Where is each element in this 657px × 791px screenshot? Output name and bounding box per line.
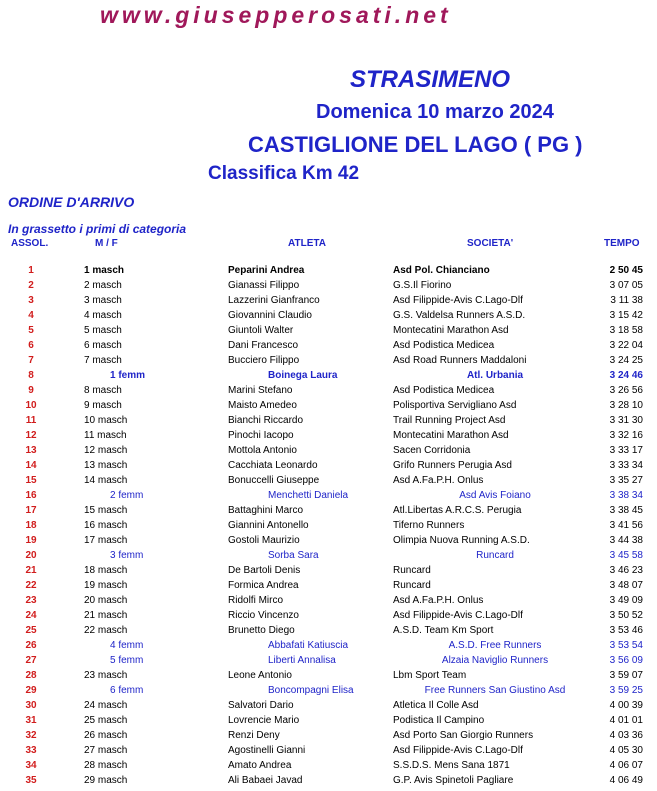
table-row bbox=[0, 683, 657, 698]
time-cell: 3 38 45 bbox=[609, 505, 643, 516]
position-cell: 29 bbox=[25, 685, 37, 696]
table-row bbox=[0, 368, 657, 383]
athlete-cell: Amato Andrea bbox=[228, 760, 292, 771]
position-cell: 28 bbox=[25, 670, 37, 681]
society-cell: Montecatini Marathon Asd bbox=[393, 325, 509, 336]
society-cell: Atl.Libertas A.R.C.S. Perugia bbox=[393, 505, 522, 516]
results-table bbox=[0, 263, 657, 788]
time-cell: 3 33 34 bbox=[609, 460, 643, 471]
society-cell: G.P. Avis Spinetoli Pagliare bbox=[393, 775, 514, 786]
athlete-cell: Giovannini Claudio bbox=[228, 310, 312, 321]
category-cell: 25 masch bbox=[84, 715, 128, 726]
athlete-cell: Ridolfi Mirco bbox=[228, 595, 284, 606]
category-cell: 20 masch bbox=[84, 595, 128, 606]
time-cell: 3 49 09 bbox=[609, 595, 643, 606]
category-cell: 12 masch bbox=[84, 445, 128, 456]
athlete-cell: Peparini Andrea bbox=[228, 265, 305, 276]
category-cell: 8 masch bbox=[84, 385, 122, 396]
athlete-cell: Cacchiata Leonardo bbox=[228, 460, 318, 471]
society-cell: Lbm Sport Team bbox=[393, 670, 467, 681]
category-cell: 16 masch bbox=[84, 520, 128, 531]
society-cell: G.S. Valdelsa Runners A.S.D. bbox=[393, 310, 526, 321]
category-cell: 26 masch bbox=[84, 730, 128, 741]
bold-note: In grassetto i primi di categoria bbox=[8, 222, 187, 236]
table-row bbox=[0, 308, 657, 323]
time-cell: 3 44 38 bbox=[609, 535, 643, 546]
category-cell: 6 femm bbox=[110, 685, 144, 696]
athlete-cell: Lovrencie Mario bbox=[228, 715, 300, 726]
position-cell: 6 bbox=[28, 340, 34, 351]
time-cell: 3 32 16 bbox=[609, 430, 643, 441]
table-row bbox=[0, 533, 657, 548]
athlete-cell: Bianchi Riccardo bbox=[228, 415, 304, 426]
athlete-cell: Ali Babaei Javad bbox=[228, 775, 303, 786]
table-row bbox=[0, 383, 657, 398]
position-cell: 35 bbox=[25, 775, 37, 786]
table-row bbox=[0, 323, 657, 338]
time-cell: 3 53 46 bbox=[609, 625, 643, 636]
time-cell: 4 05 30 bbox=[609, 745, 643, 756]
time-cell: 3 31 30 bbox=[609, 415, 643, 426]
athlete-cell: Agostinelli Gianni bbox=[228, 745, 306, 756]
table-row bbox=[0, 713, 657, 728]
category-cell: 29 masch bbox=[84, 775, 128, 786]
time-cell: 4 06 07 bbox=[609, 760, 643, 771]
category-cell: 14 masch bbox=[84, 475, 128, 486]
time-cell: 4 00 39 bbox=[609, 700, 643, 711]
position-cell: 4 bbox=[28, 310, 34, 321]
table-row bbox=[0, 488, 657, 503]
table-row bbox=[0, 293, 657, 308]
position-cell: 13 bbox=[25, 445, 37, 456]
column-header-mf: M / F bbox=[95, 238, 118, 249]
table-row bbox=[0, 278, 657, 293]
time-cell: 3 53 54 bbox=[609, 640, 643, 651]
table-row bbox=[0, 653, 657, 668]
time-cell: 3 33 17 bbox=[609, 445, 643, 456]
event-title: STRASIMENO bbox=[350, 66, 511, 93]
athlete-cell: De Bartoli Denis bbox=[228, 565, 301, 576]
time-cell: 3 28 10 bbox=[609, 400, 643, 411]
category-cell: 5 femm bbox=[110, 655, 144, 666]
position-cell: 5 bbox=[28, 325, 34, 336]
table-row bbox=[0, 503, 657, 518]
athlete-cell: Pinochi Iacopo bbox=[228, 430, 294, 441]
time-cell: 3 15 42 bbox=[609, 310, 643, 321]
category-cell: 6 masch bbox=[84, 340, 122, 351]
athlete-cell: Leone Antonio bbox=[228, 670, 292, 681]
athlete-cell: Riccio Vincenzo bbox=[228, 610, 299, 621]
table-row bbox=[0, 668, 657, 683]
society-cell: Asd Pol. Chianciano bbox=[393, 265, 490, 276]
society-cell: Montecatini Marathon Asd bbox=[393, 430, 509, 441]
category-cell: 15 masch bbox=[84, 505, 128, 516]
time-cell: 3 59 07 bbox=[609, 670, 643, 681]
athlete-cell: Salvatori Dario bbox=[228, 700, 294, 711]
position-cell: 11 bbox=[25, 415, 37, 426]
athlete-cell: Gostoli Maurizio bbox=[228, 535, 300, 546]
time-cell: 2 50 45 bbox=[609, 265, 643, 276]
table-row bbox=[0, 698, 657, 713]
column-header-society: SOCIETA' bbox=[467, 238, 514, 249]
society-cell: Atl. Urbania bbox=[466, 370, 524, 381]
position-cell: 1 bbox=[28, 265, 34, 276]
column-header-athlete: ATLETA bbox=[288, 238, 326, 249]
category-cell: 18 masch bbox=[84, 565, 128, 576]
athlete-cell: Menchetti Daniela bbox=[268, 490, 349, 501]
table-row bbox=[0, 338, 657, 353]
athlete-cell: Maisto Amedeo bbox=[228, 400, 297, 411]
position-cell: 12 bbox=[25, 430, 37, 441]
position-cell: 8 bbox=[28, 370, 34, 381]
position-cell: 31 bbox=[25, 715, 37, 726]
time-cell: 3 18 58 bbox=[609, 325, 643, 336]
society-cell: Asd Filippide-Avis C.Lago-Dlf bbox=[393, 610, 523, 621]
position-cell: 9 bbox=[28, 385, 34, 396]
position-cell: 33 bbox=[25, 745, 37, 756]
society-cell: A.S.D. Team Km Sport bbox=[393, 625, 494, 636]
athlete-cell: Lazzerini Gianfranco bbox=[228, 295, 320, 306]
society-cell: Asd A.Fa.P.H. Onlus bbox=[393, 595, 484, 606]
athlete-cell: Boncompagni Elisa bbox=[268, 685, 354, 696]
society-cell: Asd Podistica Medicea bbox=[393, 385, 495, 396]
table-row bbox=[0, 743, 657, 758]
position-cell: 23 bbox=[25, 595, 37, 606]
society-cell: Sacen Corridonia bbox=[393, 445, 471, 456]
table-row bbox=[0, 473, 657, 488]
athlete-cell: Formica Andrea bbox=[228, 580, 299, 591]
table-row bbox=[0, 548, 657, 563]
society-cell: Runcard bbox=[476, 550, 514, 561]
society-cell: Free Runners San Giustino Asd bbox=[424, 685, 566, 696]
time-cell: 3 38 34 bbox=[609, 490, 643, 501]
position-cell: 7 bbox=[28, 355, 34, 366]
position-cell: 34 bbox=[25, 760, 37, 771]
category-cell: 4 femm bbox=[110, 640, 144, 651]
position-cell: 24 bbox=[25, 610, 37, 621]
athlete-cell: Gianassi Filippo bbox=[228, 280, 300, 291]
category-cell: 2 femm bbox=[110, 490, 144, 501]
time-cell: 4 03 36 bbox=[609, 730, 643, 741]
position-cell: 30 bbox=[25, 700, 37, 711]
position-cell: 14 bbox=[25, 460, 37, 471]
position-cell: 16 bbox=[25, 490, 37, 501]
table-row bbox=[0, 458, 657, 473]
society-cell: Alzaia Naviglio Runners bbox=[441, 655, 549, 666]
table-row bbox=[0, 443, 657, 458]
table-row bbox=[0, 638, 657, 653]
position-cell: 21 bbox=[25, 565, 37, 576]
table-row bbox=[0, 728, 657, 743]
column-header-time: TEMPO bbox=[604, 238, 640, 249]
society-cell: Tiferno Runners bbox=[393, 520, 465, 531]
category-cell: 28 masch bbox=[84, 760, 128, 771]
table-row bbox=[0, 623, 657, 638]
category-cell: 5 masch bbox=[84, 325, 122, 336]
category-cell: 3 femm bbox=[110, 550, 144, 561]
athlete-cell: Dani Francesco bbox=[228, 340, 299, 351]
athlete-cell: Abbafati Katiuscia bbox=[268, 640, 349, 651]
athlete-cell: Liberti Annalisa bbox=[268, 655, 336, 666]
table-row bbox=[0, 353, 657, 368]
time-cell: 3 22 04 bbox=[609, 340, 643, 351]
athlete-cell: Giannini Antonello bbox=[228, 520, 309, 531]
table-row bbox=[0, 518, 657, 533]
society-cell: Trail Running Project Asd bbox=[393, 415, 506, 426]
society-cell: Asd Filippide-Avis C.Lago-Dlf bbox=[393, 295, 523, 306]
athlete-cell: Renzi Deny bbox=[228, 730, 280, 741]
athlete-cell: Mottola Antonio bbox=[228, 445, 297, 456]
category-cell: 13 masch bbox=[84, 460, 128, 471]
table-row bbox=[0, 563, 657, 578]
table-row bbox=[0, 578, 657, 593]
society-cell: Asd A.Fa.P.H. Onlus bbox=[393, 475, 484, 486]
time-cell: 3 59 25 bbox=[609, 685, 643, 696]
athlete-cell: Bucciero Filippo bbox=[228, 355, 300, 366]
time-cell: 3 11 38 bbox=[610, 295, 643, 306]
position-cell: 27 bbox=[25, 655, 37, 666]
society-cell: Olimpia Nuova Running A.S.D. bbox=[393, 535, 530, 546]
position-cell: 3 bbox=[28, 295, 34, 306]
category-cell: 22 masch bbox=[84, 625, 128, 636]
athlete-cell: Bonuccelli Giuseppe bbox=[228, 475, 320, 486]
athlete-cell: Boinega Laura bbox=[268, 370, 338, 381]
athlete-cell: Giuntoli Walter bbox=[228, 325, 294, 336]
category-cell: 21 masch bbox=[84, 610, 128, 621]
classification-title: Classifica Km 42 bbox=[208, 163, 360, 184]
society-cell: Atletica Il Colle Asd bbox=[393, 700, 479, 711]
athlete-cell: Battaghini Marco bbox=[228, 505, 304, 516]
category-cell: 24 masch bbox=[84, 700, 128, 711]
position-cell: 18 bbox=[25, 520, 37, 531]
category-cell: 23 masch bbox=[84, 670, 128, 681]
society-cell: Polisportiva Servigliano Asd bbox=[393, 400, 517, 411]
society-cell: Asd Porto San Giorgio Runners bbox=[393, 730, 534, 741]
athlete-cell: Sorba Sara bbox=[268, 550, 319, 561]
time-cell: 3 46 23 bbox=[609, 565, 643, 576]
society-cell: G.S.Il Fiorino bbox=[393, 280, 452, 291]
table-row bbox=[0, 413, 657, 428]
position-cell: 19 bbox=[25, 535, 37, 546]
category-cell: 2 masch bbox=[84, 280, 122, 291]
time-cell: 3 48 07 bbox=[609, 580, 643, 591]
time-cell: 3 35 27 bbox=[609, 475, 643, 486]
time-cell: 4 01 01 bbox=[609, 715, 643, 726]
society-cell: Podistica Il Campino bbox=[393, 715, 485, 726]
arrival-order-heading: ORDINE D'ARRIVO bbox=[8, 194, 135, 210]
event-date: Domenica 10 marzo 2024 bbox=[316, 101, 554, 123]
category-cell: 4 masch bbox=[84, 310, 122, 321]
position-cell: 22 bbox=[25, 580, 37, 591]
time-cell: 3 24 46 bbox=[609, 370, 643, 381]
category-cell: 9 masch bbox=[84, 400, 122, 411]
position-cell: 25 bbox=[25, 625, 37, 636]
position-cell: 20 bbox=[25, 550, 37, 561]
time-cell: 3 26 56 bbox=[609, 385, 643, 396]
time-cell: 3 41 56 bbox=[609, 520, 643, 531]
society-cell: A.S.D. Free Runners bbox=[448, 640, 542, 651]
society-cell: Asd Filippide-Avis C.Lago-Dlf bbox=[393, 745, 523, 756]
category-cell: 27 masch bbox=[84, 745, 128, 756]
column-header-pos: ASSOL. bbox=[11, 238, 49, 249]
table-row bbox=[0, 758, 657, 773]
category-cell: 1 femm bbox=[110, 370, 146, 381]
time-cell: 3 07 05 bbox=[609, 280, 643, 291]
time-cell: 3 24 25 bbox=[609, 355, 643, 366]
society-cell: Asd Podistica Medicea bbox=[393, 340, 495, 351]
society-cell: Asd Road Runners Maddaloni bbox=[393, 355, 527, 366]
category-cell: 10 masch bbox=[84, 415, 128, 426]
position-cell: 15 bbox=[25, 475, 37, 486]
athlete-cell: Brunetto Diego bbox=[228, 625, 295, 636]
event-place: CASTIGLIONE DEL LAGO ( PG ) bbox=[248, 132, 583, 157]
position-cell: 17 bbox=[25, 505, 37, 516]
table-row bbox=[0, 608, 657, 623]
category-cell: 17 masch bbox=[84, 535, 128, 546]
site-url: www.giusepperosati.net bbox=[100, 2, 452, 28]
table-row bbox=[0, 398, 657, 413]
table-row bbox=[0, 428, 657, 443]
table-row bbox=[0, 263, 657, 278]
society-cell: Runcard bbox=[393, 565, 431, 576]
table-row bbox=[0, 593, 657, 608]
category-cell: 11 masch bbox=[84, 430, 127, 441]
table-row bbox=[0, 773, 657, 788]
society-cell: Runcard bbox=[393, 580, 431, 591]
position-cell: 10 bbox=[25, 400, 37, 411]
time-cell: 3 56 09 bbox=[609, 655, 643, 666]
position-cell: 26 bbox=[25, 640, 37, 651]
category-cell: 7 masch bbox=[84, 355, 122, 366]
society-cell: Grifo Runners Perugia Asd bbox=[393, 460, 512, 471]
time-cell: 3 45 58 bbox=[609, 550, 643, 561]
category-cell: 3 masch bbox=[84, 295, 122, 306]
time-cell: 4 06 49 bbox=[609, 775, 643, 786]
society-cell: S.S.D.S. Mens Sana 1871 bbox=[393, 760, 510, 771]
category-cell: 19 masch bbox=[84, 580, 128, 591]
position-cell: 32 bbox=[25, 730, 37, 741]
athlete-cell: Marini Stefano bbox=[228, 385, 293, 396]
society-cell: Asd Avis Foiano bbox=[459, 490, 531, 501]
category-cell: 1 masch bbox=[84, 265, 125, 276]
time-cell: 3 50 52 bbox=[609, 610, 643, 621]
position-cell: 2 bbox=[28, 280, 34, 291]
